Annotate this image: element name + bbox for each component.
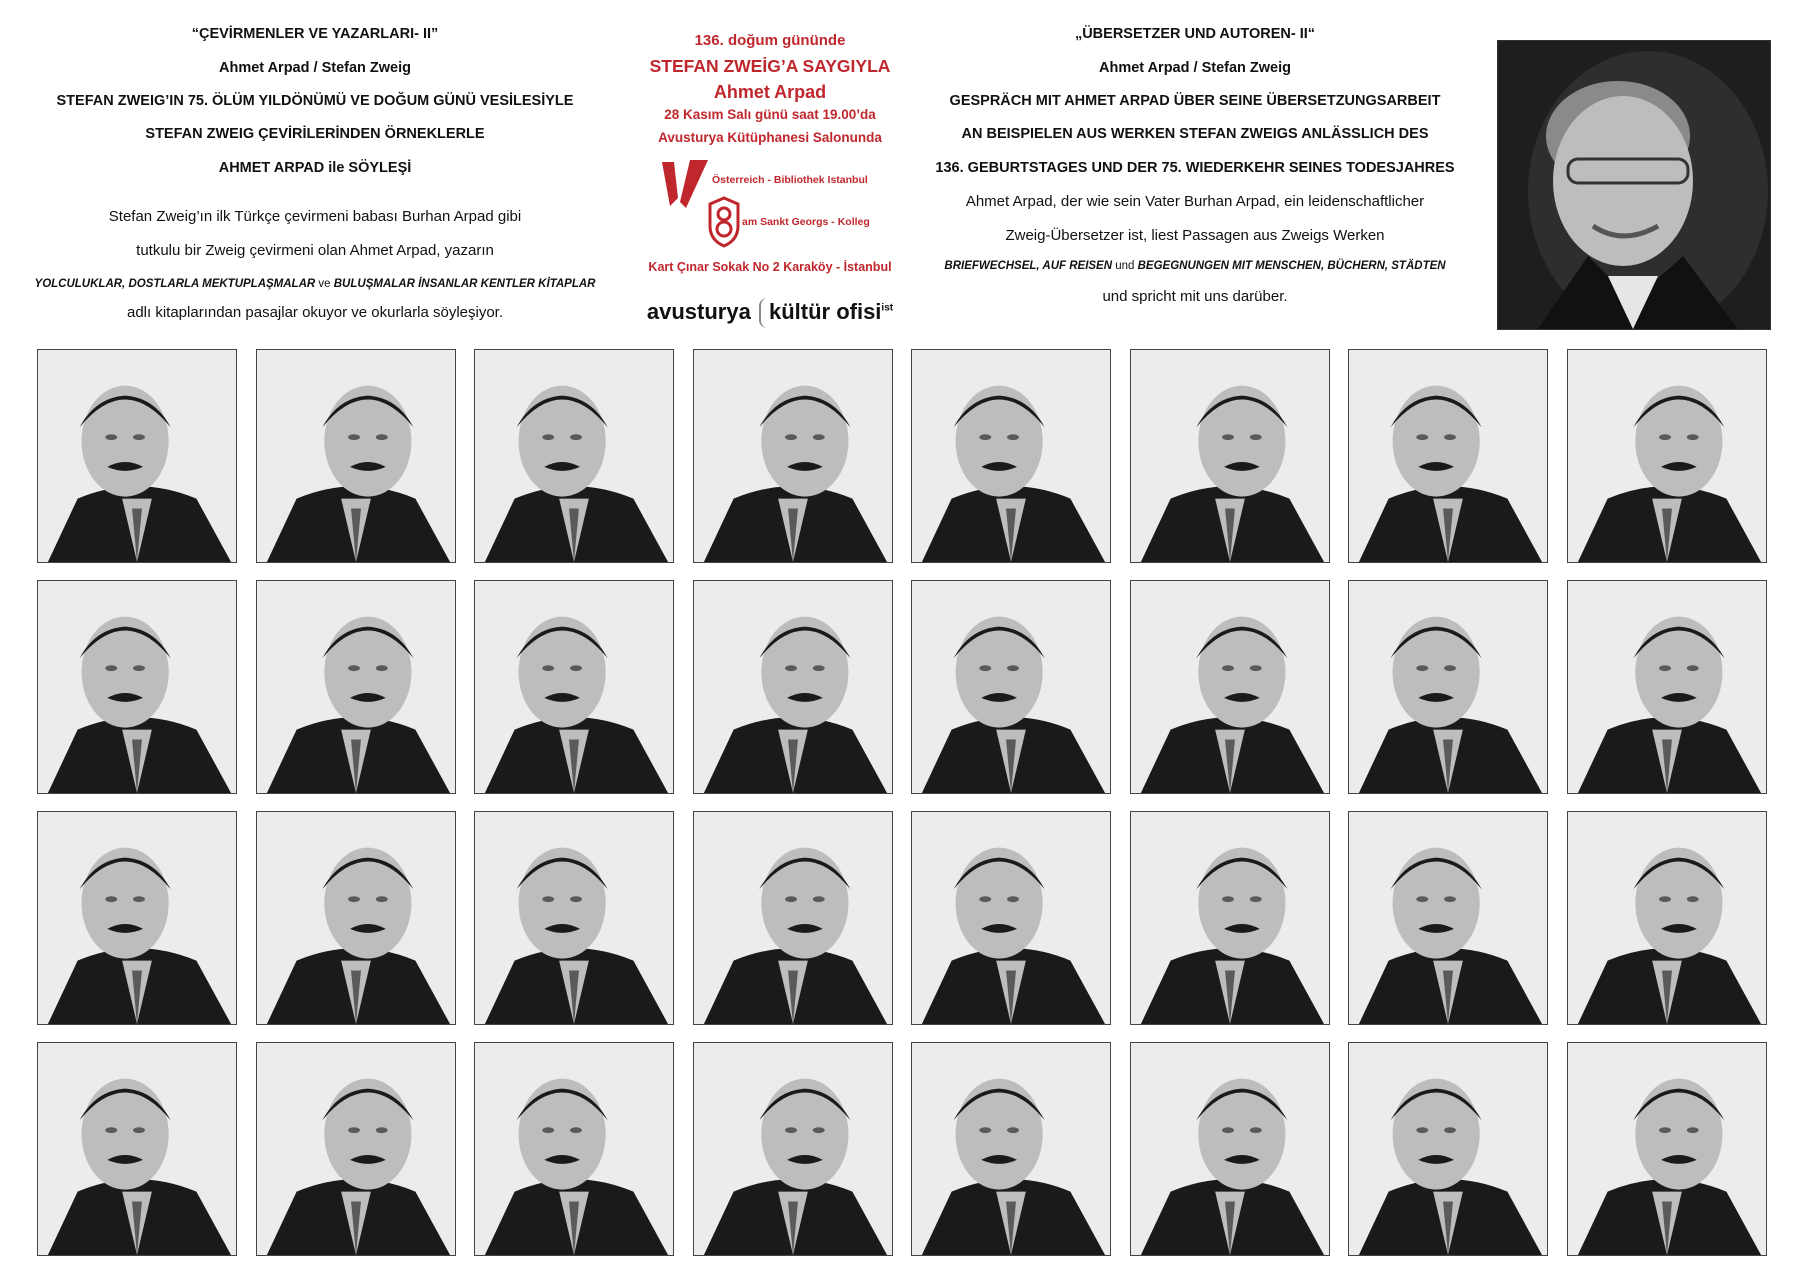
left-books-b: BULUŞMALAR İNSANLAR KENTLER KİTAPLAR xyxy=(333,278,596,290)
right-book-titles xyxy=(900,260,1490,272)
zweig-photo xyxy=(911,1042,1111,1256)
kultur-ofisi-logo xyxy=(630,298,910,328)
zweig-photo xyxy=(474,1042,674,1256)
left-books-ve: ve xyxy=(315,278,334,290)
zweig-photo xyxy=(911,580,1111,794)
zweig-photo xyxy=(1567,349,1767,563)
portrait-photo-icon xyxy=(1498,41,1770,329)
zweig-photo xyxy=(256,349,456,563)
turkish-announcement xyxy=(10,0,620,330)
left-body-3: adlı kitaplarından pasajlar okuyor ve okurlarla söyleşiyor. xyxy=(126,304,504,321)
right-body-1: Ahmet Arpad, der wie sein Vater Burhan Arpad, ein leidenschaftlicher xyxy=(965,193,1425,210)
left-line-3: AHMET ARPAD ile SÖYLEŞİ xyxy=(218,160,412,176)
right-books-a: BRIEFWECHSEL, AUF REISEN xyxy=(944,260,1113,272)
right-books-und: und xyxy=(1112,260,1138,272)
event-info xyxy=(630,0,910,335)
zweig-photo xyxy=(911,349,1111,563)
zweig-photo xyxy=(693,580,893,794)
zweig-photo xyxy=(474,580,674,794)
mid-line-5: Avusturya Kütüphanesi Salonunda xyxy=(658,130,882,145)
zweig-photo xyxy=(693,811,893,1025)
kultur-logo-a: avusturya xyxy=(646,298,751,324)
zweig-photo xyxy=(37,580,237,794)
zweig-photo xyxy=(474,811,674,1025)
left-body-2: tutkulu bir Zweig çevirmeni olan Ahmet Arpad, yazarın xyxy=(136,242,494,259)
mid-line-3: Ahmet Arpad xyxy=(713,82,827,102)
right-body-2: Zweig-Übersetzer ist, liest Passagen aus Zweigs Werken xyxy=(1005,227,1385,244)
zweig-photo xyxy=(1130,811,1330,1025)
zweig-photo xyxy=(1567,811,1767,1025)
zweig-photo xyxy=(37,1042,237,1256)
austrian-library-mark-icon xyxy=(660,158,710,210)
zweig-photo xyxy=(256,580,456,794)
zweig-photo xyxy=(1348,811,1548,1025)
right-authors: Ahmet Arpad / Stefan Zweig xyxy=(1098,60,1291,76)
sankt-georg-emblem-icon xyxy=(708,196,740,248)
mid-line-2: STEFAN ZWEİG’A SAYGIYLA xyxy=(649,56,891,76)
zweig-photo xyxy=(1348,580,1548,794)
right-line-1: GESPRÄCH MIT AHMET ARPAD ÜBER SEINE ÜBERSETZUNGSARBEIT xyxy=(949,93,1441,109)
left-title: “ÇEVİRMENLER VE YAZARLARI- II” xyxy=(191,26,439,42)
left-line-2: STEFAN ZWEIG ÇEVİRİLERİNDEN ÖRNEKLERLE xyxy=(145,126,485,142)
right-body-3: und spricht mit uns darüber. xyxy=(1102,288,1288,305)
zweig-photo xyxy=(1348,349,1548,563)
left-authors: Ahmet Arpad / Stefan Zweig xyxy=(218,60,411,76)
right-line-2: AN BEISPIELEN AUS WERKEN STEFAN ZWEIGS ANLÄSSLICH DES xyxy=(961,126,1429,142)
mid-line-4: 28 Kasım Salı günü saat 19.00’da xyxy=(664,107,876,122)
right-title: „ÜBERSETZER UND AUTOREN- II“ xyxy=(1074,26,1316,42)
ahmet-arpad-portrait xyxy=(1497,40,1771,330)
zweig-photo xyxy=(1130,580,1330,794)
right-books-b: BEGEGNUNGEN MIT MENSCHEN, BÜCHERN, STÄDTEN xyxy=(1137,260,1446,272)
left-books-a: YOLCULUKLAR, DOSTLARLA MEKTUPLAŞMALAR xyxy=(34,278,316,290)
zweig-photo xyxy=(474,349,674,563)
zweig-photo xyxy=(1130,1042,1330,1256)
german-announcement xyxy=(900,0,1490,330)
zweig-photo xyxy=(37,811,237,1025)
library-logo xyxy=(630,158,910,248)
zweig-photo xyxy=(256,811,456,1025)
zweig-photo xyxy=(1567,1042,1767,1256)
kultur-logo-sup: ist xyxy=(881,302,894,314)
zweig-photo xyxy=(911,811,1111,1025)
library-name: Österreich - Bibliothek Istanbul xyxy=(712,174,868,186)
kultur-logo-arc xyxy=(759,298,767,328)
mid-line-1: 136. doğum gününde xyxy=(694,32,846,49)
kultur-logo-b: kültür ofisi xyxy=(768,298,882,324)
zweig-photo xyxy=(693,349,893,563)
left-body-1: Stefan Zweig’ın ilk Türkçe çevirmeni babası Burhan Arpad gibi xyxy=(108,208,522,225)
left-book-titles xyxy=(10,278,620,290)
zweig-photo xyxy=(256,1042,456,1256)
zweig-photo xyxy=(693,1042,893,1256)
left-line-1: STEFAN ZWEIG’IN 75. ÖLÜM YILDÖNÜMÜ VE DOĞUM GÜNÜ VESİLESİYLE xyxy=(56,93,574,109)
right-line-3: 136. GEBURTSTAGES UND DER 75. WIEDERKEHR SEINES TODESJAHRES xyxy=(935,160,1455,176)
zweig-photo xyxy=(1130,349,1330,563)
zweig-photo xyxy=(1567,580,1767,794)
zweig-photo xyxy=(37,349,237,563)
zweig-photo xyxy=(1348,1042,1548,1256)
zweig-photo-grid xyxy=(37,349,1771,1249)
mid-address: Kart Çınar Sokak No 2 Karaköy - İstanbul xyxy=(648,260,892,274)
college-name: am Sankt Georgs - Kolleg xyxy=(742,216,870,228)
